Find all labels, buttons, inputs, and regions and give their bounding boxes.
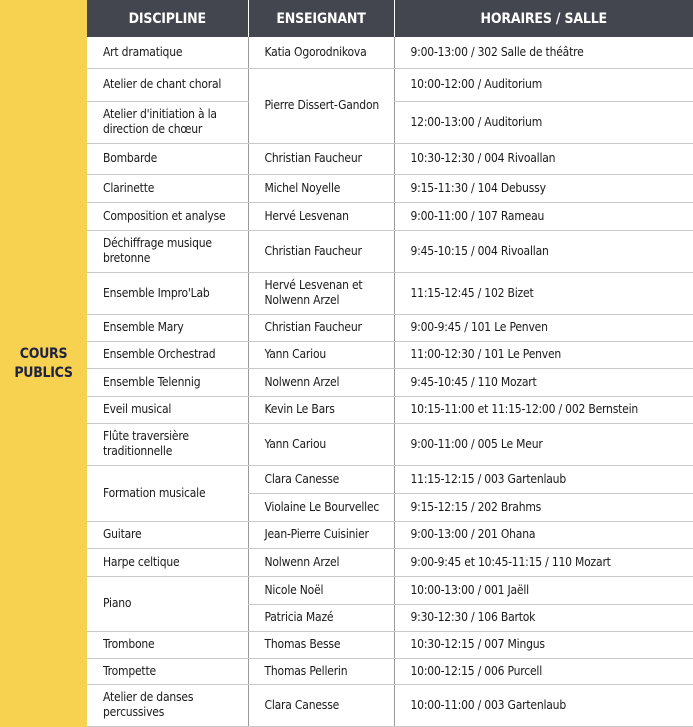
- teacher-cell: Christian Faucheur: [248, 314, 394, 341]
- table-row: [87, 314, 693, 341]
- table-header-row: [87, 0, 693, 37]
- discipline-cell: Flûte traversière traditionnelle: [87, 423, 248, 465]
- table-row: [87, 465, 693, 493]
- schedule-cell: 10:00-12:15 / 006 Purcell: [394, 658, 693, 684]
- discipline-cell: Harpe celtique: [87, 548, 248, 576]
- table-row: [87, 341, 693, 368]
- schedule-cell: 9:00-9:45 / 101 Le Penven: [394, 314, 693, 341]
- schedule-cell: 9:00-11:00 / 107 Rameau: [394, 202, 693, 230]
- table-row: [87, 521, 693, 548]
- teacher-cell: Pierre Dissert-Gandon: [248, 68, 394, 143]
- section-label: COURS PUBLICS: [14, 345, 73, 381]
- teacher-cell: Nicole Noël: [248, 576, 394, 604]
- teacher-cell: Violaine Le Bourvellec: [248, 493, 394, 521]
- teacher-cell: Yann Cariou: [248, 341, 394, 368]
- teacher-cell: Jean-Pierre Cuisinier: [248, 521, 394, 548]
- discipline-cell: Eveil musical: [87, 396, 248, 423]
- discipline-cell: Trompette: [87, 658, 248, 684]
- schedule-cell: 9:30-12:30 / 106 Bartok: [394, 604, 693, 631]
- discipline-cell: Clarinette: [87, 174, 248, 202]
- teacher-cell: Kevin Le Bars: [248, 396, 394, 423]
- schedule-cell: 9:00-11:00 / 005 Le Meur: [394, 423, 693, 465]
- schedule-cell: 9:00-9:45 et 10:45-11:15 / 110 Mozart: [394, 548, 693, 576]
- table-row: [87, 272, 693, 314]
- header-teacher: ENSEIGNANT: [248, 0, 394, 37]
- discipline-cell: Atelier de danses percussives: [87, 684, 248, 726]
- schedule-cell: 9:00-13:00 / 302 Salle de théâtre: [394, 37, 693, 68]
- table-row: [87, 576, 693, 604]
- table-row: [87, 658, 693, 684]
- table-row: [87, 230, 693, 272]
- teacher-cell: Nolwenn Arzel: [248, 548, 394, 576]
- table-row: [87, 202, 693, 230]
- header-schedule: HORAIRES / SALLE: [394, 0, 693, 37]
- discipline-cell: Atelier de chant choral: [87, 68, 248, 101]
- teacher-cell: Thomas Besse: [248, 631, 394, 658]
- table-row: [87, 684, 693, 726]
- discipline-cell: Bombarde: [87, 143, 248, 174]
- teacher-cell: Yann Cariou: [248, 423, 394, 465]
- table-row: [87, 68, 693, 101]
- table-row: [87, 174, 693, 202]
- teacher-cell: Hervé Lesvenan: [248, 202, 394, 230]
- teacher-cell: Christian Faucheur: [248, 230, 394, 272]
- schedule-cell: 9:15-12:15 / 202 Brahms: [394, 493, 693, 521]
- table-row: [87, 368, 693, 396]
- schedule-cell: 9:00-13:00 / 201 Ohana: [394, 521, 693, 548]
- teacher-cell: Michel Noyelle: [248, 174, 394, 202]
- table-row: [87, 631, 693, 658]
- teacher-cell: Hervé Lesvenan et Nolwenn Arzel: [248, 272, 394, 314]
- schedule-cell: 12:00-13:00 / Auditorium: [394, 101, 693, 143]
- schedule-cell: 10:00-13:00 / 001 Jaëll: [394, 576, 693, 604]
- teacher-cell: Clara Canesse: [248, 465, 394, 493]
- discipline-cell: Ensemble Orchestrad: [87, 341, 248, 368]
- table-row: [87, 37, 693, 68]
- schedule-cell: 9:45-10:15 / 004 Rivoallan: [394, 230, 693, 272]
- header-discipline: DISCIPLINE: [87, 0, 248, 37]
- teacher-cell: Nolwenn Arzel: [248, 368, 394, 396]
- discipline-cell: Déchiffrage musique bretonne: [87, 230, 248, 272]
- schedule-cell: 9:15-11:30 / 104 Debussy: [394, 174, 693, 202]
- schedule-cell: 11:00-12:30 / 101 Le Penven: [394, 341, 693, 368]
- table-row: [87, 548, 693, 576]
- teacher-cell: Clara Canesse: [248, 684, 394, 726]
- sidebar-section-banner: [0, 0, 87, 727]
- schedule-cell: 11:15-12:15 / 003 Gartenlaub: [394, 465, 693, 493]
- table-row: [87, 423, 693, 465]
- discipline-cell: Art dramatique: [87, 37, 248, 68]
- schedule-cell: 10:15-11:00 et 11:15-12:00 / 002 Bernstein: [394, 396, 693, 423]
- discipline-cell: Guitare: [87, 521, 248, 548]
- schedule-cell: 10:00-12:00 / Auditorium: [394, 68, 693, 101]
- table-row: [87, 396, 693, 423]
- discipline-cell: Ensemble Impro'Lab: [87, 272, 248, 314]
- teacher-cell: Thomas Pellerin: [248, 658, 394, 684]
- teacher-cell: Katia Ogorodnikova: [248, 37, 394, 68]
- schedule-cell: 11:15-12:45 / 102 Bizet: [394, 272, 693, 314]
- discipline-cell: Atelier d'initiation à la direction de chœur: [87, 101, 248, 143]
- schedule-cell: 9:45-10:45 / 110 Mozart: [394, 368, 693, 396]
- schedule-cell: 10:30-12:30 / 004 Rivoallan: [394, 143, 693, 174]
- schedule-table: [87, 0, 693, 727]
- discipline-cell: Piano: [87, 576, 248, 631]
- schedule-cell: 10:00-11:00 / 003 Gartenlaub: [394, 684, 693, 726]
- teacher-cell: Patricia Mazé: [248, 604, 394, 631]
- table-row: [87, 143, 693, 174]
- discipline-cell: Ensemble Telennig: [87, 368, 248, 396]
- discipline-cell: Composition et analyse: [87, 202, 248, 230]
- discipline-cell: Trombone: [87, 631, 248, 658]
- teacher-cell: Christian Faucheur: [248, 143, 394, 174]
- discipline-cell: Ensemble Mary: [87, 314, 248, 341]
- discipline-cell: Formation musicale: [87, 465, 248, 521]
- schedule-cell: 10:30-12:15 / 007 Mingus: [394, 631, 693, 658]
